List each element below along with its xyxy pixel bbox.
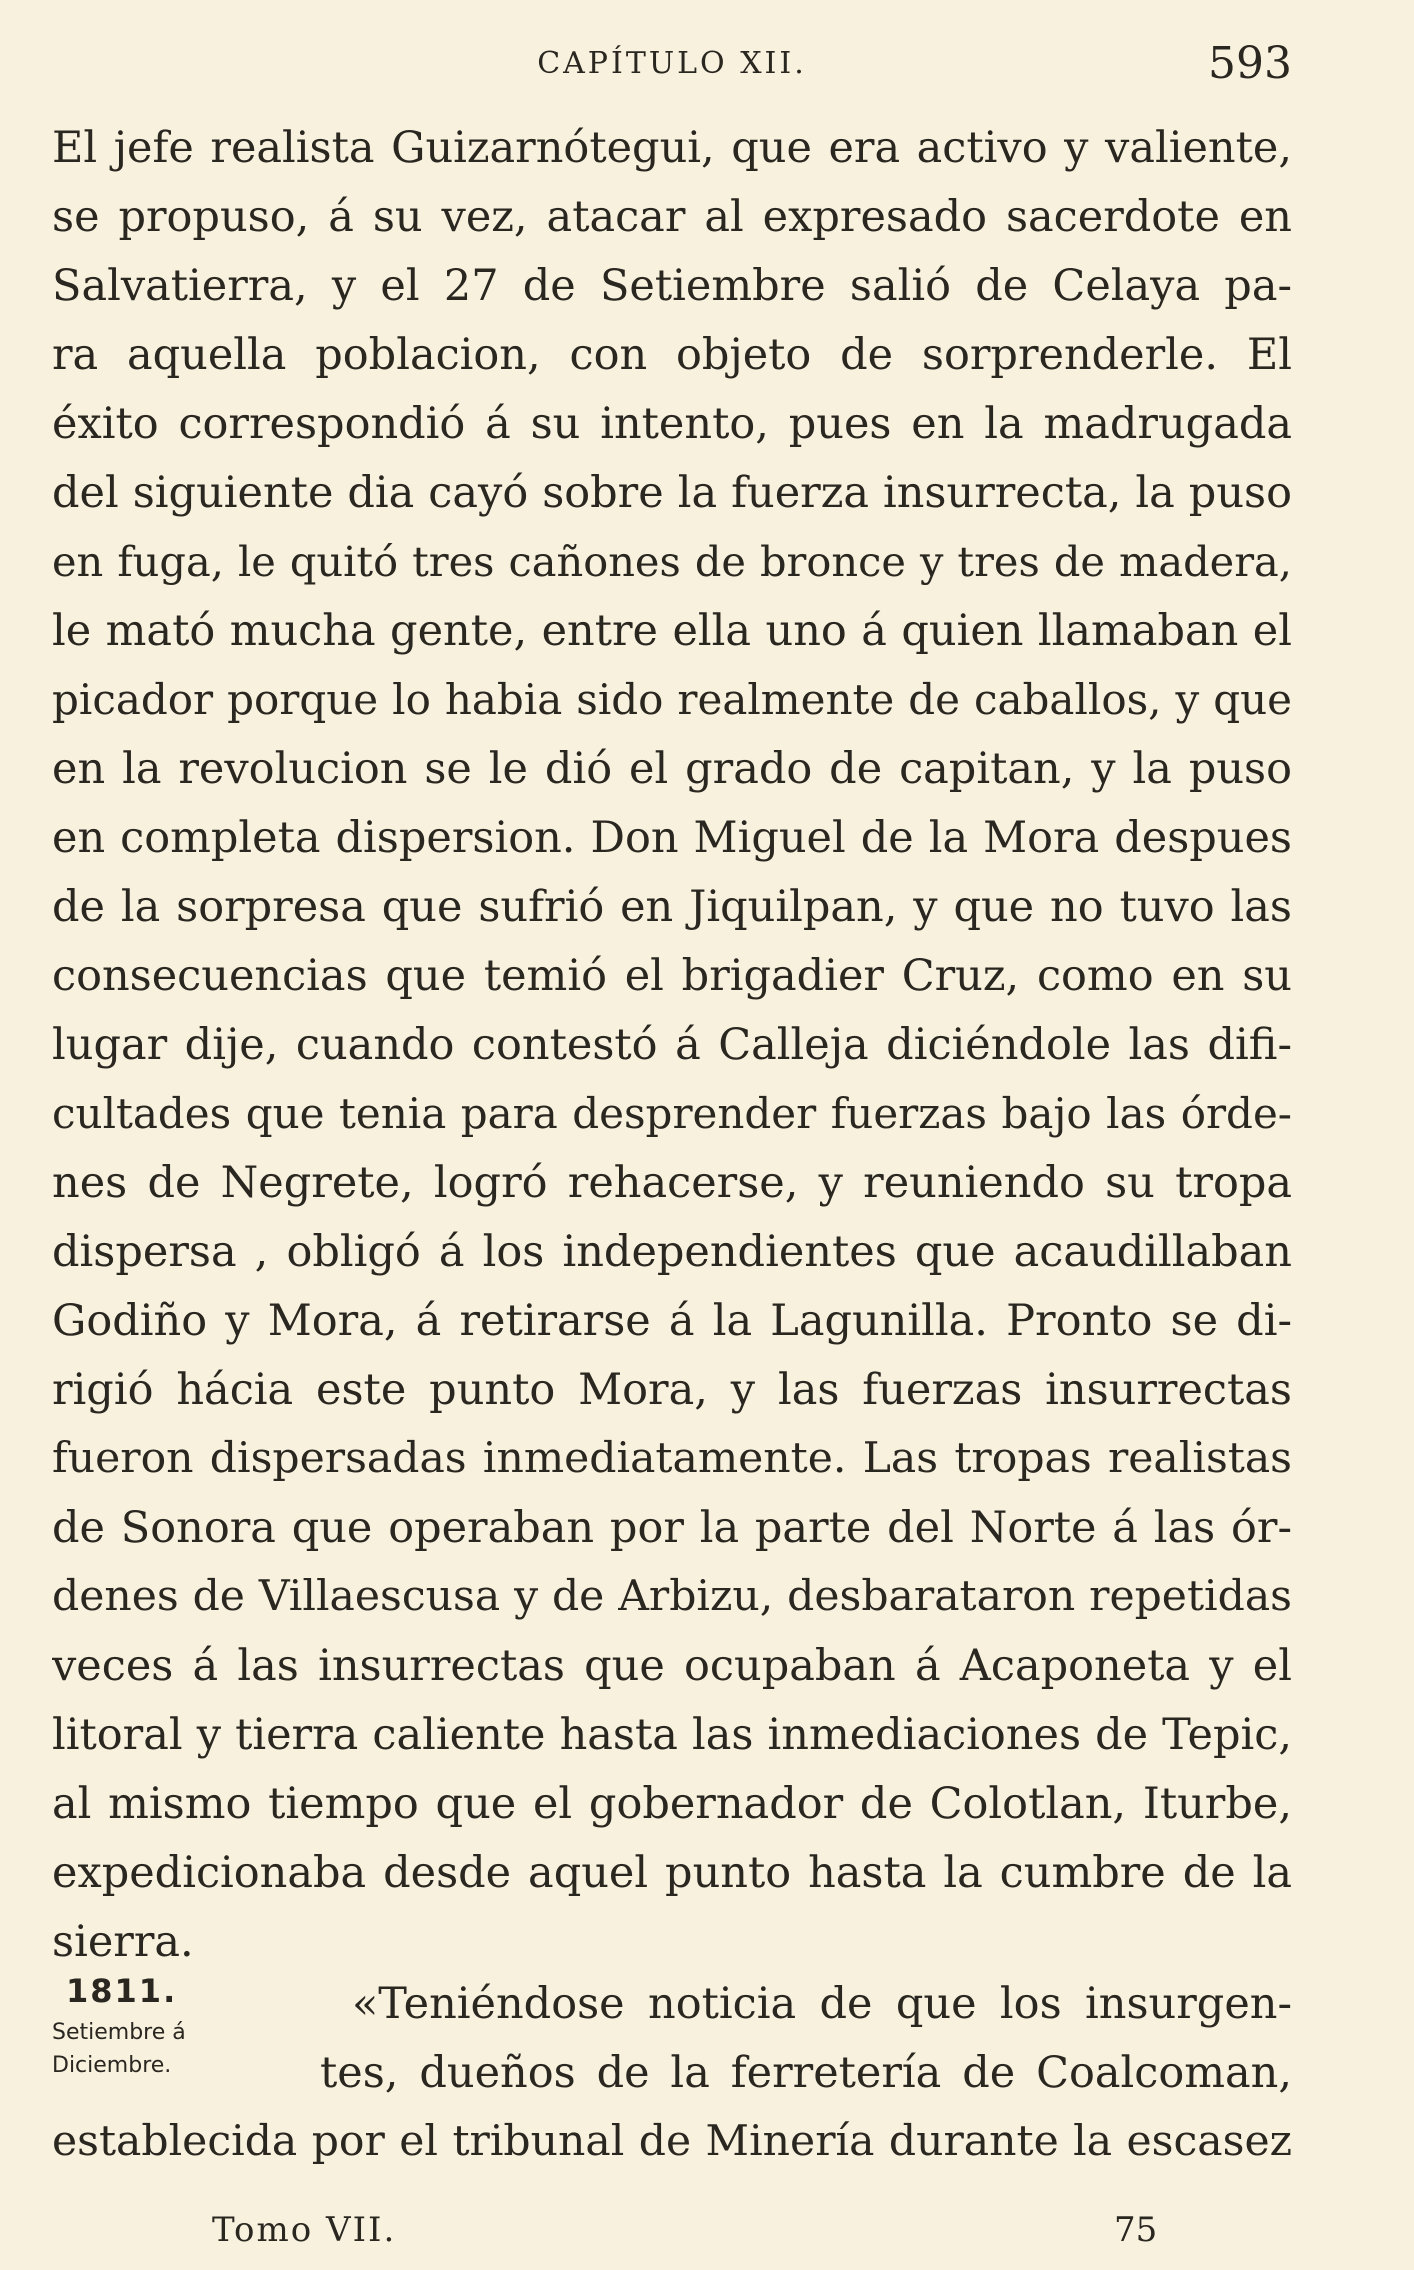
chapter-title: CAPÍTULO XII. — [537, 46, 807, 81]
text-line: en completa dispersion. Don Miguel de la Mora despues — [52, 813, 1292, 863]
text-line: fueron dispersadas inmediatamente. Las tropas realistas — [52, 1434, 1292, 1483]
text-line: expedicionaba desde aquel punto hasta la cumbre de la — [52, 1848, 1292, 1898]
text-line: éxito correspondió á su intento, pues en la madrugada — [52, 399, 1292, 449]
text-line: Godiño y Mora, á retirarse á la Lagunilla. Pronto se di- — [52, 1296, 1292, 1346]
text-line: veces á las insurrectas que ocupaban á Acaponeta y el — [52, 1641, 1292, 1691]
text-line: picador porque lo habia sido realmente de caballos, y que — [52, 675, 1292, 724]
text-line: al mismo tiempo que el gobernador de Colotlan, Iturbe, — [52, 1779, 1292, 1829]
quote-line: «Teniéndose noticia de que los insurgen- — [352, 1979, 1292, 2029]
text-line: en fuga, le quitó tres cañones de bronce y tres de madera, — [52, 537, 1292, 586]
quote-line: tes, dueños de la ferretería de Coalcoman, — [320, 2048, 1292, 2098]
text-line: se propuso, á su vez, atacar al expresado sacerdote en — [52, 192, 1292, 242]
text-line: Salvatierra, y el 27 de Setiembre salió de Celaya pa- — [52, 261, 1292, 311]
text-line: de la sorpresa que sufrió en Jiquilpan, y que no tuvo las — [52, 882, 1292, 932]
margin-year: 1811. — [66, 1972, 178, 2010]
text-line: rigió hácia este punto Mora, y las fuerzas insurrectas — [52, 1365, 1292, 1415]
text-line: nes de Negrete, logró rehacerse, y reuniendo su tropa — [52, 1158, 1292, 1208]
text-line: de Sonora que operaban por la parte del Norte á las ór- — [52, 1503, 1292, 1553]
quote-line: establecida por el tribunal de Minería durante la escasez — [52, 2117, 1292, 2166]
text-line: le mató mucha gente, entre ella uno á quien llamaban el — [52, 606, 1292, 656]
page-footer — [52, 2210, 1292, 2260]
running-header — [52, 38, 1292, 98]
text-line: cultades que tenia para desprender fuerzas bajo las órde- — [52, 1089, 1292, 1138]
volume-label: Tomo VII. — [212, 2210, 397, 2250]
text-line: en la revolucion se le dió el grado de capitan, y la puso — [52, 744, 1292, 794]
margin-range: Setiembre á — [52, 2020, 186, 2045]
text-line: sierra. — [52, 1917, 194, 1967]
text-line: denes de Villaescusa y de Arbizu, desbarataron repetidas — [52, 1572, 1292, 1621]
signature-mark: 75 — [1114, 2210, 1158, 2250]
page-number: 593 — [1208, 38, 1292, 89]
text-line: lugar dije, cuando contestó á Calleja diciéndole las difi- — [52, 1020, 1292, 1070]
text-line: consecuencias que temió el brigadier Cruz, como en su — [52, 951, 1292, 1001]
margin-range: Diciembre. — [52, 2053, 172, 2078]
text-line: del siguiente dia cayó sobre la fuerza insurrecta, la puso — [52, 468, 1292, 518]
text-line: El jefe realista Guizarnótegui, que era activo y valiente, — [52, 123, 1292, 173]
text-line: ra aquella poblacion, con objeto de sorprenderle. El — [52, 330, 1292, 380]
text-line: litoral y tierra caliente hasta las inmediaciones de Tepic, — [52, 1710, 1292, 1760]
text-line: dispersa , obligó á los independientes que acaudillaban — [52, 1227, 1292, 1277]
